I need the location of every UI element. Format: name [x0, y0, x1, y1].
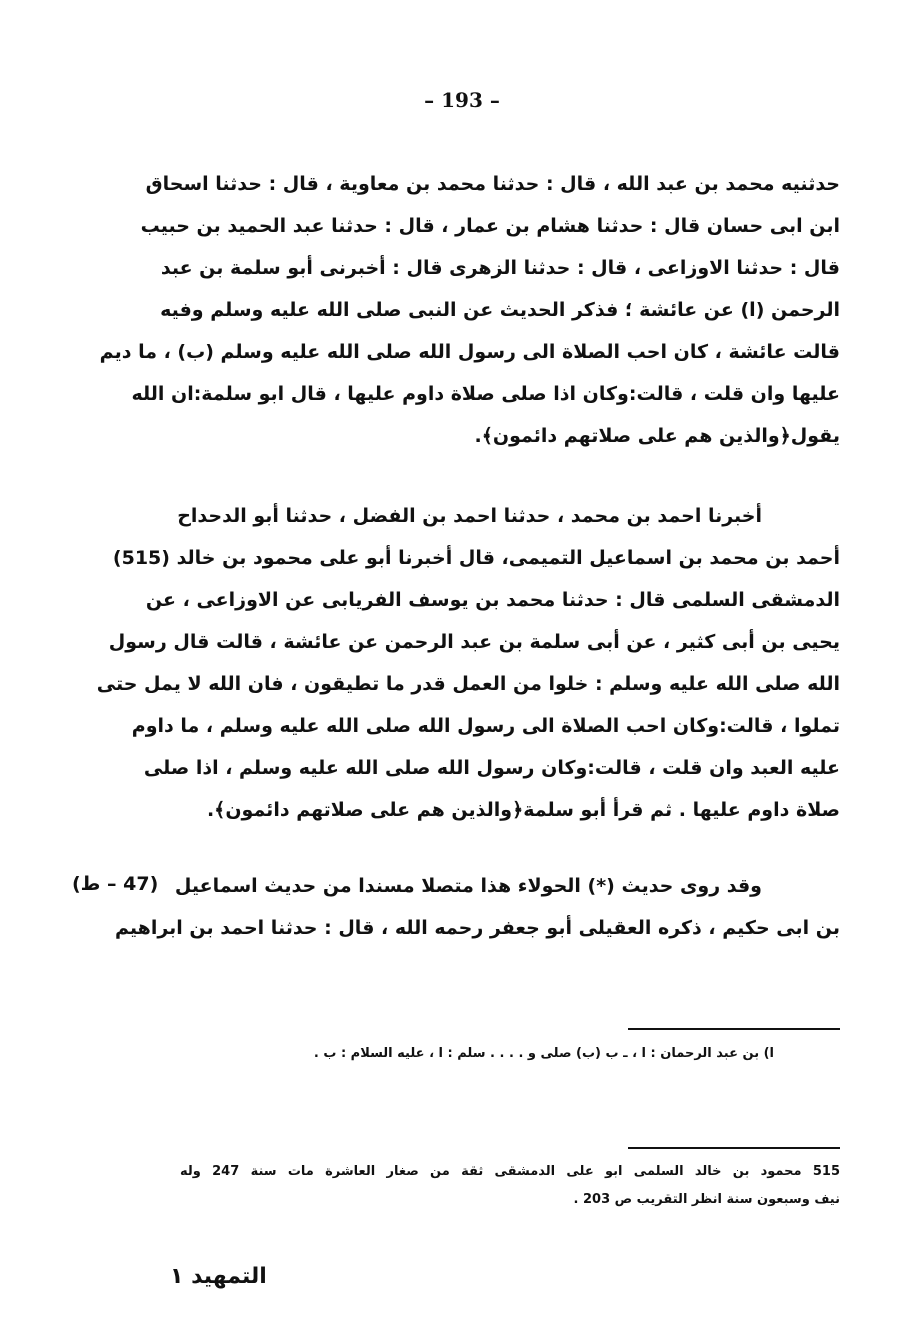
text-line: عليه العبد وان قلت ، قالت:وكان رسول الله صلى الله عليه وسلم ، اذا صلى — [143, 757, 840, 779]
text-line: وقد روى حديث (*) الحولاء هذا متصلا مسندا من حديث اسماعيل — [174, 875, 762, 897]
text-line: عليها وان قلت ، قالت:وكان اذا صلى صلاة داوم عليها ، قال ابو سلمة:ان الله — [131, 383, 840, 405]
book-signature: التمهيد ١ — [170, 1264, 267, 1289]
text-line: يحيى بن أبى كثير ، عن أبى سلمة بن عبد الرحمن عن عائشة ، قالت قال رسول — [108, 631, 840, 653]
text-line: الدمشقى السلمى قال : حدثنا محمد بن يوسف الفريابى عن الاوزاعى ، عن — [145, 589, 840, 611]
footnote-line: 515 محمود بن خالد السلمى ابو على الدمشقى ثقة من صغار العاشرة مات سنة 247 وله — [180, 1164, 840, 1179]
footnote-biography — [180, 1158, 840, 1214]
footnote-divider — [628, 1028, 840, 1030]
text-line: قال : حدثنا الاوزاعى ، قال : حدثنا الزهرى قال : أخبرنى أبو سلمة بن عبد — [160, 257, 840, 279]
manuscript-reference: (47 – ط) — [72, 873, 159, 895]
text-line: صلاة داوم عليها . ثم قرأ أبو سلمة﴿والذين هم على صلاتهم دائمون﴾. — [206, 799, 840, 821]
paragraph-2 — [96, 495, 840, 831]
page-number: – 193 – — [424, 88, 500, 112]
footnote-variants: ا) بن عبد الرحمان : ا ، ـ ب (ب) صلى و . . . . سلم : ا ، عليه السلام : ب . — [313, 1046, 774, 1061]
text-line: بن ابى حكيم ، ذكره العقيلى أبو جعفر رحمه الله ، قال : حدثنا احمد بن ابراهيم — [115, 917, 840, 939]
text-line: حدثنيه محمد بن عبد الله ، قال : حدثنا محمد بن معاوية ، قال : حدثنا اسحاق — [145, 173, 840, 195]
paragraph-1 — [99, 163, 840, 457]
text-line: ابن ابى حسان قال : حدثنا هشام بن عمار ، قال : حدثنا عبد الحميد بن حبيب — [140, 215, 840, 237]
text-line: الرحمن (ا) عن عائشة ؛ فذكر الحديث عن النبى صلى الله عليه وسلم وفيه — [160, 299, 840, 321]
footnote-line: نيف وسبعون سنة انظر التقريب ص 203 . — [573, 1192, 840, 1207]
text-line: يقول﴿والذين هم على صلاتهم دائمون﴾. — [474, 425, 840, 447]
text-line: أخبرنا احمد بن محمد ، حدثنا احمد بن الفضل ، حدثنا أبو الدحداح — [177, 505, 762, 527]
text-line: تملوا ، قالت:وكان احب الصلاة الى رسول الله صلى الله عليه وسلم ، ما داوم — [131, 715, 840, 737]
footnote-divider — [628, 1147, 840, 1149]
text-line: الله صلى الله عليه وسلم : خلوا من العمل قدر ما تطيقون ، فان الله لا يمل حتى — [96, 673, 840, 695]
text-line: أحمد بن محمد بن اسماعيل التميمى، قال أخبرنا أبو على محمود بن خالد (515) — [112, 547, 840, 569]
text-line: قالت عائشة ، كان احب الصلاة الى رسول الله صلى الله عليه وسلم (ب) ، ما ديم — [99, 341, 840, 363]
